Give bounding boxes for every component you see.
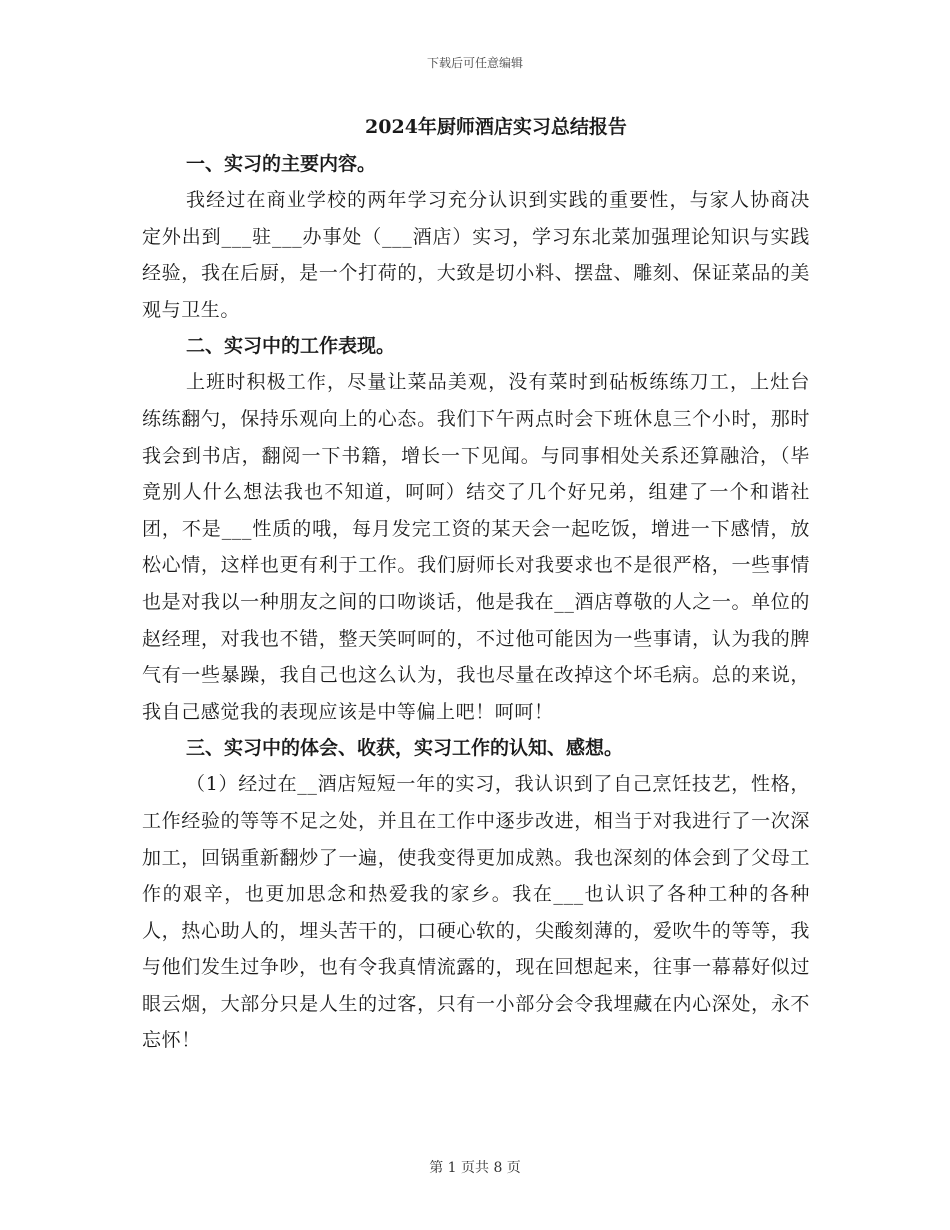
- section-3: [142, 730, 810, 1059]
- section-2: [142, 328, 810, 730]
- section-1: [142, 146, 810, 328]
- page-footer: 第 1 页共 8 页: [429, 1160, 521, 1176]
- paragraph: （1）经过在__酒店短短一年的实习，我认识到了自己烹饪技艺，性格，工作经验的等等不足之处，并且在工作中逐步改进，相当于对我进行了一次深加工，回锅重新翻炒了一遍，使我变得更加成熟。我也深刻的体会到了父母工作的艰辛，也更加思念和热爱我的家乡。我在___也认识了各种工种的各种人，热心助人的，埋头苦干的，口硬心软的，尖酸刻薄的，爱吹牛的等等，我与他们发生过争吵，也有令我真情流露的，现在回想起来，往事一幕幕好似过眼云烟，大部分只是人生的过客，只有一小部分会令我埋藏在内心深处，永不忘怀！: [142, 773, 810, 1052]
- document-title: 2024年厨师酒店实习总结报告: [365, 116, 627, 138]
- section-heading: 二、实习中的工作表现。: [186, 335, 396, 358]
- document-body: [142, 110, 810, 1059]
- paragraph: 我经过在商业学校的两年学习充分认识到实践的重要性，与家人协商决定外出到___驻___办事处（___酒店）实习，学习东北菜加强理论知识与实践经验，我在后厨，是一个打荷的，大致是切小料、摆盘、雕刻、保证菜品的美观与卫生。: [142, 189, 810, 321]
- section-heading: 一、实习的主要内容。: [186, 153, 377, 175]
- paragraph: 上班时积极工作，尽量让菜品美观，没有菜时到砧板练练刀工，上灶台练练翻勺，保持乐观向上的心态。我们下午两点时会下班休息三个小时，那时我会到书店，翻阅一下书籍，增长一下见闻。与同事相处关系还算融洽，（毕竟别人什么想法我也不知道，呵呵）结交了几个好兄弟，组建了一个和谐社团，不是___性质的哦，每月发完工资的某天会一起吃饭，增进一下感情，放松心情，这样也更有利于工作。我们厨师长对我要求也不是很严格，一些事情也是对我以一种朋友之间的口吻谈话，他是我在__酒店尊敬的人之一。单位的赵经理，对我也不错，整天笑呵呵的，不过他可能因为一些事请，认为我的脾气有一些暴躁，我自己也这么认为，我也尽量在改掉这个坏毛病。总的来说，我自己感觉我的表现应该是中等偏上吧！呵呵！: [142, 371, 810, 723]
- section-heading: 三、实习中的体会、收获，实习工作的认知、感想。: [186, 737, 624, 760]
- page-header: 下载后可任意编辑: [426, 56, 523, 70]
